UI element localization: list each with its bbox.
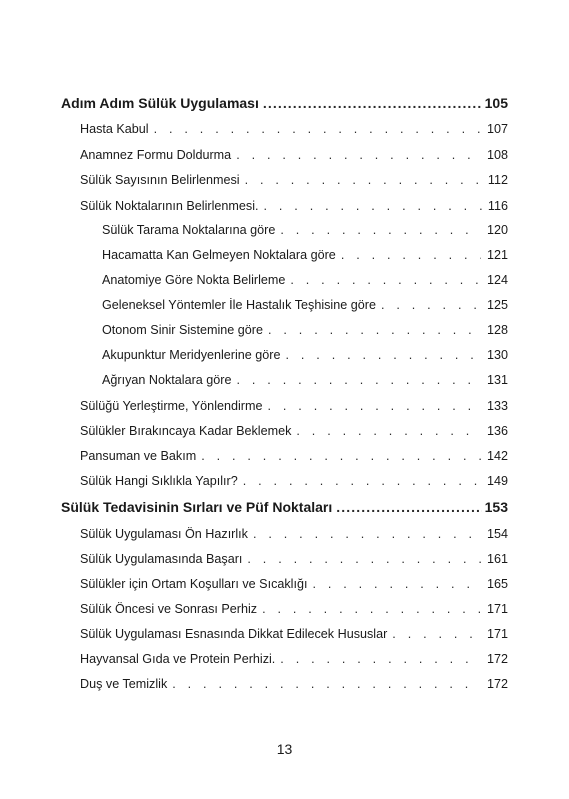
dot-leader	[245, 173, 482, 187]
toc-entry-page: 112	[487, 173, 508, 187]
toc-entry[interactable]	[80, 474, 508, 488]
toc-subentry[interactable]	[102, 248, 508, 262]
toc-entry-title: Sülüğü Yerleştirme, Yönlendirme	[80, 399, 263, 413]
toc-subentry[interactable]	[102, 348, 508, 362]
toc-entry[interactable]	[80, 527, 508, 541]
dot-leader	[154, 122, 481, 136]
toc-entry-page: 120	[486, 223, 508, 237]
toc-entry-page: 153	[484, 499, 508, 515]
dot-leader	[312, 577, 481, 591]
toc-entry-title: Anatomiye Göre Nokta Belirleme	[102, 273, 286, 287]
toc-entry-title: Sülük Tedavisinin Sırları ve Püf Noktaları	[61, 499, 333, 515]
toc-entry-page: 149	[486, 474, 508, 488]
toc-entry-title: Sülük Uygulaması Esnasında Dikkat Edilecek Hususlar	[80, 627, 388, 641]
toc-section-heading[interactable]	[61, 95, 508, 111]
toc-entry-page: 121	[486, 248, 508, 262]
dot-leader	[290, 273, 481, 287]
dot-leader	[253, 527, 481, 541]
toc-entry[interactable]	[80, 677, 508, 691]
toc-entry[interactable]	[80, 424, 508, 438]
toc-entry-page: 125	[486, 298, 508, 312]
dot-leader	[268, 323, 481, 337]
toc-entry-title: Ağrıyan Noktalara göre	[102, 373, 232, 387]
dot-leader	[286, 348, 481, 362]
dot-leader	[247, 552, 481, 566]
toc-entry[interactable]	[80, 602, 508, 616]
toc-entry[interactable]	[80, 627, 508, 641]
dot-leader	[381, 298, 481, 312]
toc-entry-page: 136	[486, 424, 508, 438]
dot-leader	[172, 677, 481, 691]
toc-subentry[interactable]	[102, 373, 508, 387]
toc-entry-title: Anamnez Formu Doldurma	[80, 148, 232, 162]
toc-entry-title: Sülük Hangi Sıklıkla Yapılır?	[80, 474, 238, 488]
dot-leader	[268, 399, 481, 413]
toc-entry[interactable]	[80, 449, 508, 463]
page-number: 13	[276, 741, 293, 757]
dot-leader	[341, 248, 481, 262]
toc-entry-page: 154	[486, 527, 508, 541]
toc-entry-title: Hayvansal Gıda ve Protein Perhizi.	[80, 652, 276, 666]
toc-entry-page: 171	[486, 602, 508, 616]
toc-entry-title: Akupunktur Meridyenlerine göre	[102, 348, 281, 362]
toc-entry-page: 133	[486, 399, 508, 413]
toc-entry-title: Geleneksel Yöntemler İle Hastalık Teşhisine göre	[102, 298, 376, 312]
toc-entry[interactable]	[80, 148, 508, 162]
toc-entry-title: Otonom Sinir Sistemine göre	[102, 323, 263, 337]
toc-section-heading[interactable]	[61, 499, 508, 515]
toc-entry-title: Sülük Sayısının Belirlenmesi	[80, 173, 240, 187]
dot-leader	[296, 424, 481, 438]
toc-entry[interactable]	[80, 199, 508, 213]
dot-leader	[264, 199, 482, 213]
dot-leader	[392, 627, 481, 641]
toc-entry-title: Sülük Uygulamasında Başarı	[80, 552, 243, 566]
dot-leader	[280, 652, 481, 666]
toc-entry[interactable]	[80, 399, 508, 413]
toc-subentry[interactable]	[102, 273, 508, 287]
toc-entry-page: 172	[486, 677, 508, 691]
dot-leader	[263, 95, 482, 111]
toc-entry-title: Sülük Tarama Noktalarına göre	[102, 223, 276, 237]
toc-entry-title: Pansuman ve Bakım	[80, 449, 197, 463]
dot-leader	[262, 602, 481, 616]
toc-subentry[interactable]	[102, 223, 508, 237]
toc-entry[interactable]	[80, 173, 508, 187]
dot-leader	[243, 474, 481, 488]
toc-entry[interactable]	[80, 577, 508, 591]
toc-entry-title: Hacamatta Kan Gelmeyen Noktalara göre	[102, 248, 336, 262]
toc-entry-title: Sülük Noktalarının Belirlenmesi.	[80, 199, 259, 213]
toc-entry-page: 128	[486, 323, 508, 337]
toc-entry-page: 161	[486, 552, 508, 566]
toc-entry-page: 108	[486, 148, 508, 162]
toc-subentry[interactable]	[102, 298, 508, 312]
toc-entry[interactable]	[80, 122, 508, 136]
toc-entry-page: 130	[486, 348, 508, 362]
toc-entry-page: 124	[486, 273, 508, 287]
dot-leader	[237, 373, 481, 387]
toc-entry-title: Hasta Kabul	[80, 122, 149, 136]
dot-leader	[236, 148, 481, 162]
toc-entry-title: Duş ve Temizlik	[80, 677, 168, 691]
toc-entry-page: 105	[484, 95, 508, 111]
toc-entry-page: 171	[486, 627, 508, 641]
toc-subentry[interactable]	[102, 323, 508, 337]
dot-leader	[201, 449, 481, 463]
dot-leader	[280, 223, 481, 237]
toc-entry-title: Sülük Öncesi ve Sonrası Perhiz	[80, 602, 258, 616]
toc-entry-page: 172	[486, 652, 508, 666]
toc-entry-page: 165	[486, 577, 508, 591]
toc-entry-title: Sülükler Bırakıncaya Kadar Beklemek	[80, 424, 292, 438]
toc-entry-page: 131	[486, 373, 508, 387]
toc-entry-title: Adım Adım Sülük Uygulaması	[61, 95, 259, 111]
toc-entry[interactable]	[80, 552, 508, 566]
toc-entry[interactable]	[80, 652, 508, 666]
toc-entry-page: 107	[486, 122, 508, 136]
dot-leader	[336, 499, 481, 515]
toc-entry-title: Sülük Uygulaması Ön Hazırlık	[80, 527, 248, 541]
toc-entry-title: Sülükler için Ortam Koşulları ve Sıcaklığı	[80, 577, 308, 591]
toc-entry-page: 116	[487, 199, 508, 213]
toc-entry-page: 142	[486, 449, 508, 463]
